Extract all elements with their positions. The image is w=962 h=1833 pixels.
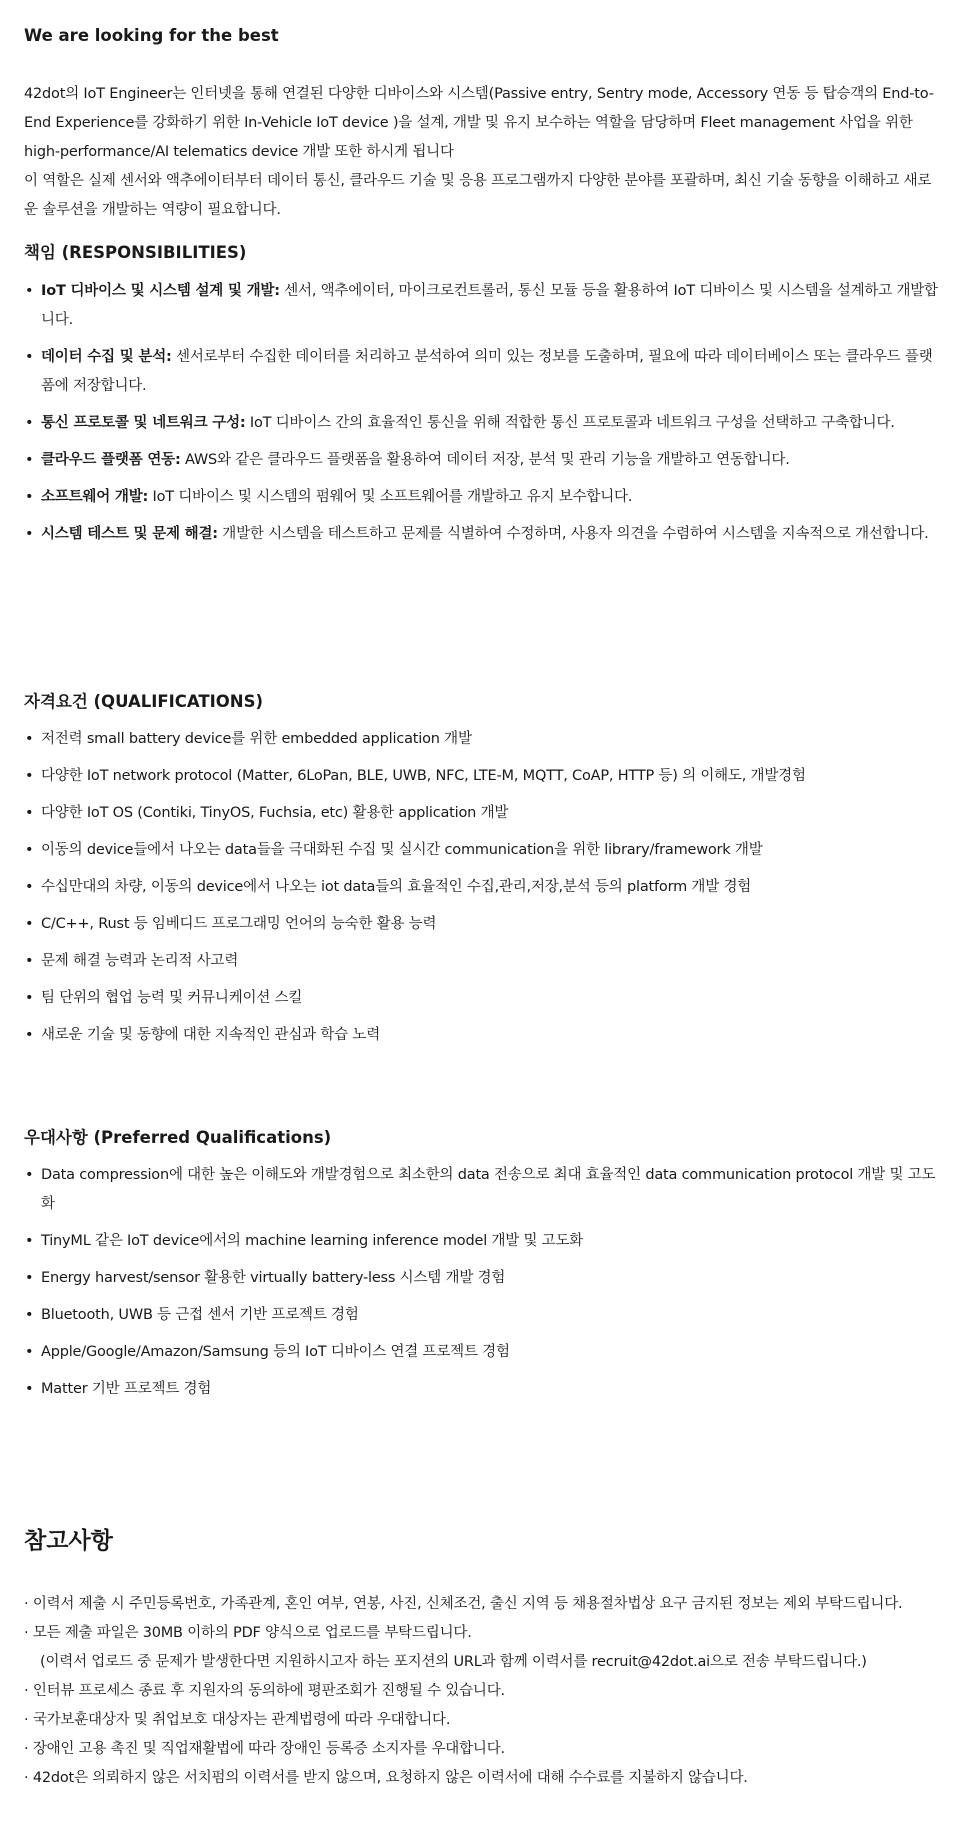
bullet-icon: •	[25, 953, 34, 969]
item-lead: 통신 프로토콜 및 네트워크 구성:	[41, 415, 246, 431]
list-item	[24, 1161, 938, 1219]
item-text: Bluetooth, UWB 등 근접 센서 기반 프로젝트 경험	[41, 1307, 359, 1323]
list-item	[24, 409, 938, 438]
item-text: IoT 디바이스 및 시스템의 펌웨어 및 소프트웨어를 개발하고 유지 보수합니다.	[148, 489, 633, 505]
item-text: 새로운 기술 및 동향에 대한 지속적인 관심과 학습 노력	[41, 1027, 381, 1043]
list-item	[24, 1375, 938, 1404]
bullet-icon: •	[25, 990, 34, 1006]
item-text: 이동의 device들에서 나오는 data들을 극대화된 수집 및 실시간 communication을 위한 library/framework 개발	[41, 842, 763, 858]
responsibilities-list	[24, 277, 938, 557]
item-lead: 소프트웨어 개발:	[41, 489, 149, 505]
list-item	[24, 343, 938, 401]
item-lead: IoT 디바이스 및 시스템 설계 및 개발:	[41, 283, 280, 299]
qualifications-list	[24, 725, 938, 1058]
list-item	[24, 873, 938, 902]
note-item: · 국가보훈대상자 및 취업보호 대상자는 관계법령에 따라 우대합니다.	[24, 1712, 451, 1728]
notes-title: 참고사항	[24, 1528, 113, 1554]
list-item	[24, 836, 938, 865]
note-item: · 이력서 제출 시 주민등록번호, 가족관계, 혼인 여부, 연봉, 사진, 신체조건, 출신 지역 등 채용절차법상 요구 금지된 정보는 제외 부탁드립니다.	[24, 1596, 903, 1612]
list-item	[24, 1338, 938, 1367]
note-item: (이력서 업로드 중 문제가 발생한다면 지원하시고자 하는 포지션의 URL과 함께 이력서를 recruit@42dot.ai으로 전송 부탁드립니다.)	[40, 1654, 867, 1670]
intro-paragraph: 이 역할은 실제 센서와 액추에이터부터 데이터 통신, 클라우드 기술 및 응용 프로그램까지 다양한 분야를 포괄하며, 최신 기술 동향을 이해하고 새로운 솔루션을 개발하는 역량이 필요합니다.	[24, 173, 932, 218]
list-item	[24, 1301, 938, 1330]
item-text: Apple/Google/Amazon/Samsung 등의 IoT 디바이스 연결 프로젝트 경험	[41, 1344, 510, 1360]
bullet-icon: •	[25, 1381, 34, 1397]
item-text: Matter 기반 프로젝트 경험	[41, 1381, 212, 1397]
item-text: 센서로부터 수집한 데이터를 처리하고 분석하여 의미 있는 정보를 도출하며, 필요에 따라 데이터베이스 또는 클라우드 플랫폼에 저장합니다.	[41, 349, 933, 394]
item-text: AWS와 같은 클라우드 플랫폼을 활용하여 데이터 저장, 분석 및 관리 기능을 개발하고 연동합니다.	[180, 452, 790, 468]
page-title: We are looking for the best	[24, 26, 279, 45]
item-text: 수십만대의 차량, 이동의 device에서 나오는 iot data들의 효율적인 수집,관리,저장,분석 등의 platform 개발 경험	[41, 879, 752, 895]
bullet-icon: •	[25, 1167, 34, 1183]
preferred-title: 우대사항 (Preferred Qualifications)	[24, 1128, 332, 1147]
item-text: Data compression에 대한 높은 이해도와 개발경험으로 최소한의 data 전송으로 최대 효율적인 data communication protocol 개발 및 고도화	[41, 1167, 936, 1212]
note-item: · 인터뷰 프로세스 종료 후 지원자의 동의하에 평판조회가 진행될 수 있습니다.	[24, 1683, 505, 1699]
bullet-icon: •	[25, 452, 34, 468]
responsibilities-title: 책임 (RESPONSIBILITIES)	[24, 243, 247, 262]
bullet-icon: •	[25, 879, 34, 895]
item-lead: 클라우드 플랫폼 연동:	[41, 452, 181, 468]
note-item: · 모든 제출 파일은 30MB 이하의 PDF 양식으로 업로드를 부탁드립니다.	[24, 1625, 472, 1641]
list-item	[24, 910, 938, 939]
intro-paragraph: 42dot의 IoT Engineer는 인터넷을 통해 연결된 다양한 디바이스와 시스템(Passive entry, Sentry mode, Accessory 연동 등 탑승객의 End-to-End Experience를 강화하기 위한 In-Vehicle IoT device )을 설계, 개발 및 유지 보수하는 역할을 담당하며 Fleet management 사업을 위한 high-performance/AI telematics device 개발 또한 하시게 됩니다	[24, 86, 934, 160]
item-text: 다양한 IoT OS (Contiki, TinyOS, Fuchsia, etc) 활용한 application 개발	[41, 805, 509, 821]
bullet-icon: •	[25, 805, 34, 821]
qualifications-title: 자격요건 (QUALIFICATIONS)	[24, 692, 264, 711]
bullet-icon: •	[25, 731, 34, 747]
item-text: 문제 해결 능력과 논리적 사고력	[41, 953, 239, 969]
item-text: C/C++, Rust 등 임베디드 프로그래밍 언어의 능숙한 활용 능력	[41, 916, 437, 932]
list-item	[24, 947, 938, 976]
list-item	[24, 520, 938, 549]
item-lead: 데이터 수집 및 분석:	[41, 349, 172, 365]
bullet-icon: •	[25, 283, 34, 299]
item-text: 개발한 시스템을 테스트하고 문제를 식별하여 수정하며, 사용자 의견을 수렴하여 시스템을 지속적으로 개선합니다.	[217, 526, 929, 542]
list-item	[24, 483, 938, 512]
item-text: TinyML 같은 IoT device에서의 machine learning inference model 개발 및 고도화	[41, 1233, 584, 1249]
list-item	[24, 446, 938, 475]
bullet-icon: •	[25, 768, 34, 784]
list-item	[24, 984, 938, 1013]
item-lead: 시스템 테스트 및 문제 해결:	[41, 526, 218, 542]
bullet-icon: •	[25, 1027, 34, 1043]
bullet-icon: •	[25, 916, 34, 932]
preferred-list	[24, 1161, 938, 1412]
item-text: 다양한 IoT network protocol (Matter, 6LoPan, BLE, UWB, NFC, LTE-M, MQTT, CoAP, HTTP 등) 의 이해도, 개발경험	[41, 768, 806, 784]
item-text: 저전력 small battery device를 위한 embedded application 개발	[41, 731, 472, 747]
list-item	[24, 1227, 938, 1256]
bullet-icon: •	[25, 842, 34, 858]
list-item	[24, 725, 938, 754]
bullet-icon: •	[25, 1233, 34, 1249]
item-text: 센서, 액추에이터, 마이크로컨트롤러, 통신 모듈 등을 활용하여 IoT 디바이스 및 시스템을 설계하고 개발합니다.	[41, 283, 938, 328]
note-item: · 42dot은 의뢰하지 않은 서치펌의 이력서를 받지 않으며, 요청하지 않은 이력서에 대해 수수료를 지불하지 않습니다.	[24, 1770, 748, 1786]
note-item: · 장애인 고용 촉진 및 직업재활법에 따라 장애인 등록증 소지자를 우대합니다.	[24, 1741, 505, 1757]
list-item	[24, 277, 938, 335]
list-item	[24, 1021, 938, 1050]
notes-list	[24, 1590, 938, 1793]
item-text: Energy harvest/sensor 활용한 virtually battery-less 시스템 개발 경험	[41, 1270, 506, 1286]
bullet-icon: •	[25, 415, 34, 431]
bullet-icon: •	[25, 1344, 34, 1360]
intro-section	[24, 80, 938, 225]
item-text: 팀 단위의 협업 능력 및 커뮤니케이션 스킬	[41, 990, 303, 1006]
list-item	[24, 799, 938, 828]
list-item	[24, 1264, 938, 1293]
bullet-icon: •	[25, 1307, 34, 1323]
item-text: IoT 디바이스 간의 효율적인 통신을 위해 적합한 통신 프로토콜과 네트워크 구성을 선택하고 구축합니다.	[245, 415, 895, 431]
bullet-icon: •	[25, 349, 34, 365]
bullet-icon: •	[25, 1270, 34, 1286]
list-item	[24, 762, 938, 791]
bullet-icon: •	[25, 489, 34, 505]
bullet-icon: •	[25, 526, 34, 542]
